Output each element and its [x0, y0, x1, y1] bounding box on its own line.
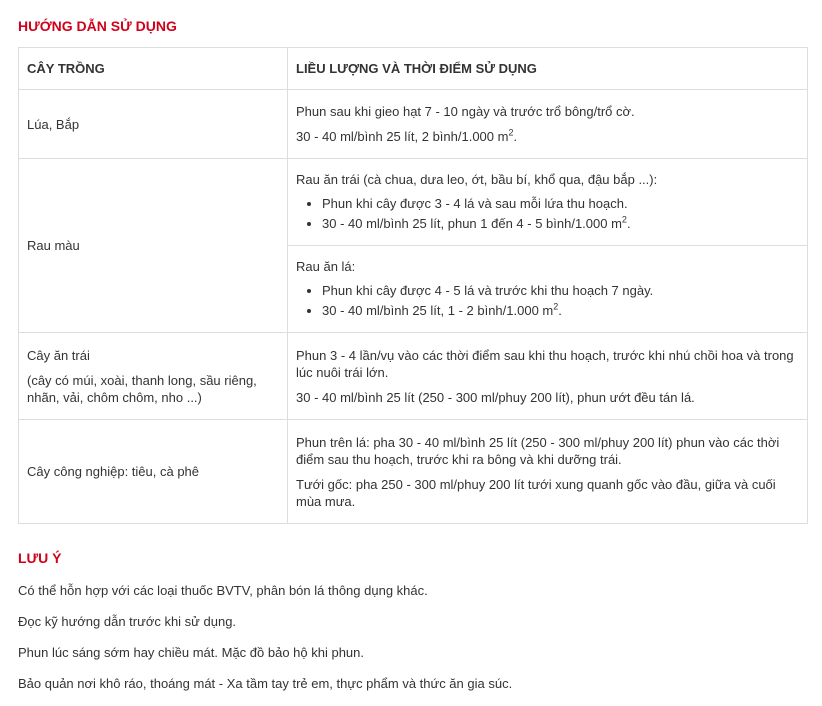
dosage-list	[296, 194, 799, 234]
table-row	[19, 90, 808, 159]
crop-name: Cây ăn trái	[27, 347, 90, 363]
notes-list	[18, 582, 512, 706]
crop-cell: Rau màu	[19, 159, 288, 333]
dosage-cell	[288, 90, 808, 159]
note-item: Có thể hỗn hợp với các loại thuốc BVTV, phân bón lá thông dụng khác.	[18, 583, 428, 598]
header-dosage: LIỀU LƯỢNG VÀ THỜI ĐIỂM SỬ DỤNG	[288, 48, 808, 90]
note-item: Phun lúc sáng sớm hay chiều mát. Mặc đồ bảo hộ khi phun.	[18, 645, 365, 660]
dosage-list	[296, 281, 799, 321]
crop-cell: Cây công nghiệp: tiêu, cà phê	[19, 420, 288, 524]
usage-table	[18, 47, 808, 524]
dosage-cell	[288, 333, 808, 420]
dosage-line: 30 - 40 ml/bình 25 lít, 2 bình/1.000 $m^2$.	[296, 127, 518, 144]
list-item: • Phun khi cây được 4 - 5 lá và trước khi thu hoạch 7 ngày.	[322, 281, 799, 301]
table-row	[19, 420, 808, 524]
list-item: • 30 - 40 ml/bình 25 lít, 1 - 2 bình/1.000 $m^2$.	[322, 301, 799, 321]
dosage-line: Phun sau khi gieo hạt 7 - 10 ngày và trước trổ bông/trổ cờ.	[296, 104, 635, 119]
note-item: Đọc kỹ hướng dẫn trước khi sử dụng.	[18, 614, 237, 629]
crop-subtext: (cây có múi, xoài, thanh long, sầu riêng, nhãn, vải, chôm chôm, nho ...)	[27, 372, 257, 405]
dosage-line: Phun 3 - 4 lần/vụ vào các thời điểm sau khi thu hoạch, trước khi nhú chồi hoa và trong lúc nuôi trái lớn.	[296, 347, 794, 380]
dosage-line: Phun trên lá: pha 30 - 40 ml/bình 25 lít (250 - 300 ml/phuy 200 lít) phun vào các thời điểm sau thu hoạch, trước khi ra bông và khi dưỡng trái.	[296, 434, 780, 467]
note-section-title: LƯU Ý	[18, 550, 62, 566]
table-row	[19, 159, 808, 246]
list-item: • Phun khi cây được 3 - 4 lá và sau mỗi lứa thu hoạch.	[322, 194, 799, 214]
header-crop: CÂY TRỒNG	[19, 48, 288, 90]
crop-cell: Lúa, Bắp	[19, 90, 288, 159]
dosage-line: Tưới gốc: pha 250 - 300 ml/phuy 200 lít tưới xung quanh gốc vào đầu, giữa và cuối mùa mưa.	[296, 476, 776, 509]
list-item: • 30 - 40 ml/bình 25 lít, phun 1 đến 4 - 5 bình/1.000 $m^2$.	[322, 214, 799, 234]
dosage-line: Rau ăn trái (cà chua, dưa leo, ớt, bầu bí, khổ qua, đậu bắp ...):	[296, 171, 658, 187]
note-item: Bảo quản nơi khô ráo, thoáng mát - Xa tầm tay trẻ em, thực phẩm và thức ăn gia súc.	[18, 676, 513, 691]
usage-section-title: HƯỚNG DẪN SỬ DỤNG	[18, 18, 177, 34]
dosage-cell	[288, 246, 808, 333]
dosage-line: Rau ăn lá:	[296, 258, 356, 274]
table-header-row	[19, 48, 808, 90]
dosage-cell	[288, 159, 808, 246]
dosage-cell	[288, 420, 808, 524]
crop-cell	[19, 333, 288, 420]
table-row	[19, 333, 808, 420]
dosage-line: 30 - 40 ml/bình 25 lít (250 - 300 ml/phuy 200 lít), phun ướt đều tán lá.	[296, 389, 695, 405]
